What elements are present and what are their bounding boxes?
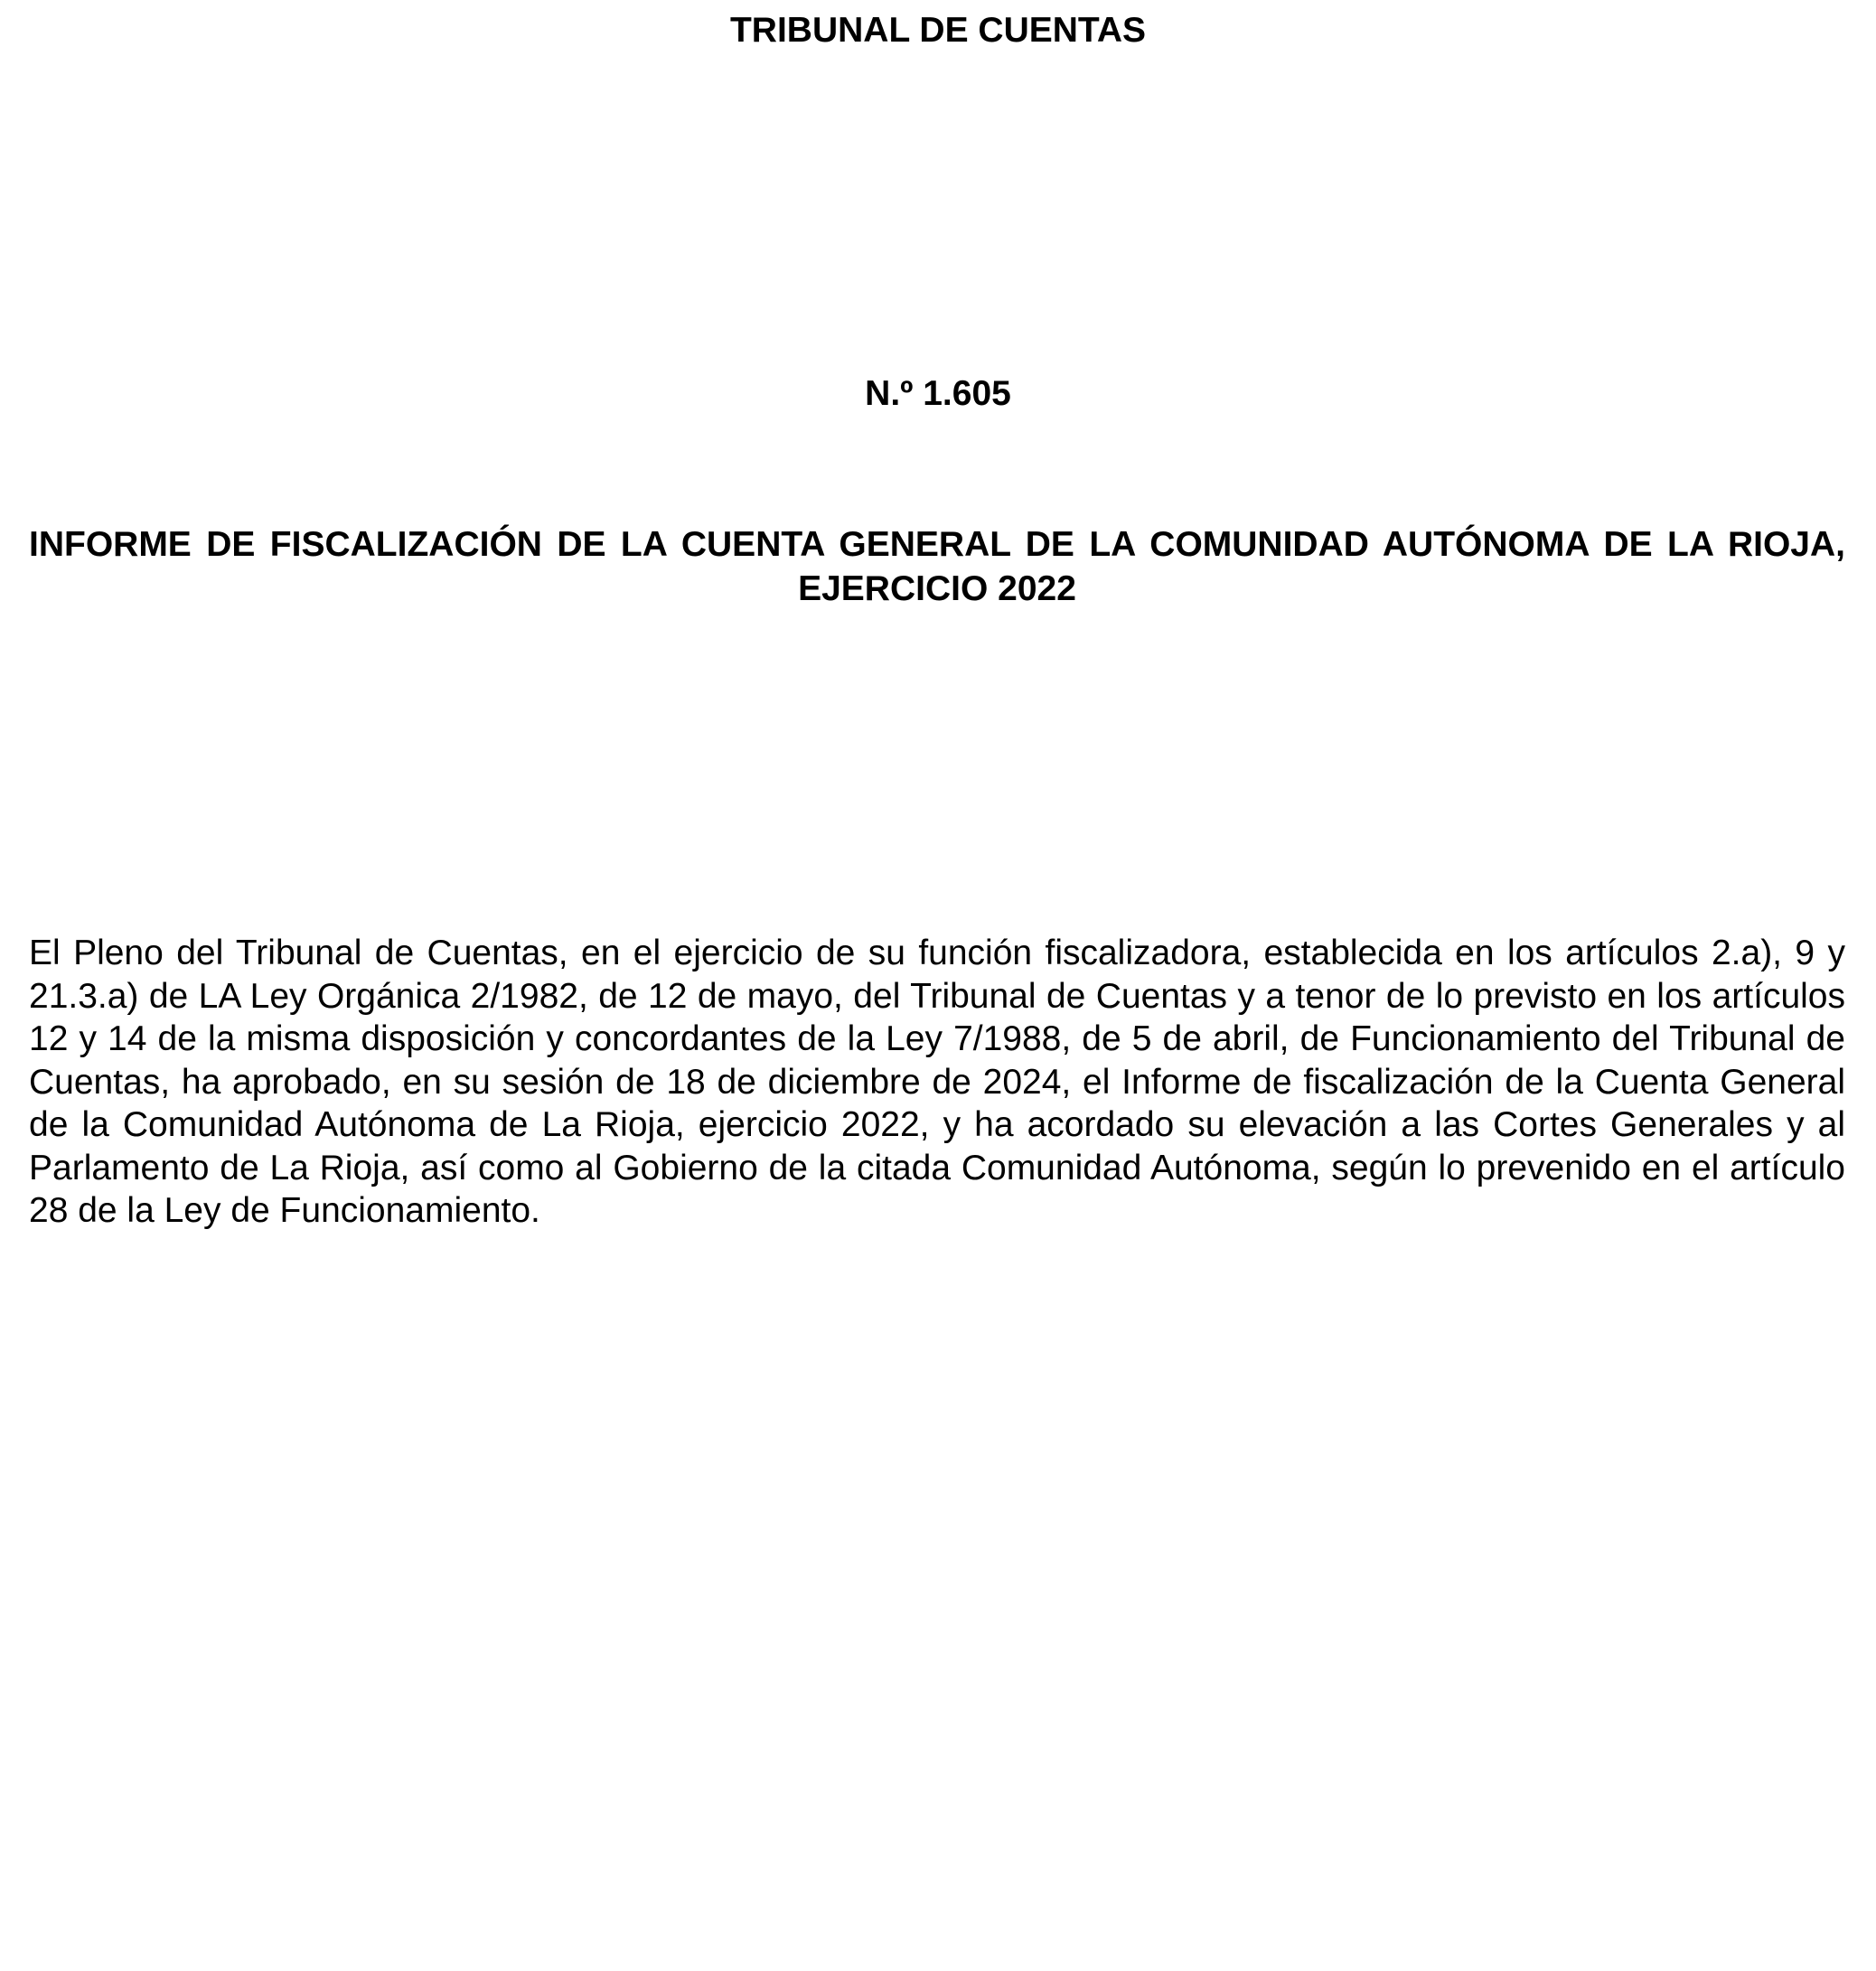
report-title: INFORME DE FISCALIZACIÓN DE LA CUENTA GENERAL DE LA COMUNIDAD AUTÓNOMA DE LA RIOJA, EJERCICIO 2022 [29,525,1845,608]
body-paragraph: El Pleno del Tribunal de Cuentas, en el ejercicio de su función fiscalizadora, establecida en los artículos 2.a), 9 y 21.3.a) de LA Ley Orgánica 2/1982, de 12 de mayo, del Tribunal de Cuentas y a tenor de lo previsto en los artículos 12 y 14 de la misma disposición y concordantes de la Ley 7/1988, de 5 de abril, de Funcionamiento del Tribunal de Cuentas, ha aprobado, en su sesión de 18 de diciembre de 2024, el Informe de fiscalización de la Cuenta General de la Comunidad Autónoma de La Rioja, ejercicio 2022, y ha acordado su elevación a las Cortes Generales y al Parlamento de La Rioja, así como al Gobierno de la citada Comunidad Autónoma, según lo prevenido en el artículo 28 de la Ley de Funcionamiento. [29,934,1845,1230]
organization-header: TRIBUNAL DE CUENTAS [729,11,1147,50]
report-number: N.º 1.605 [865,374,1011,413]
